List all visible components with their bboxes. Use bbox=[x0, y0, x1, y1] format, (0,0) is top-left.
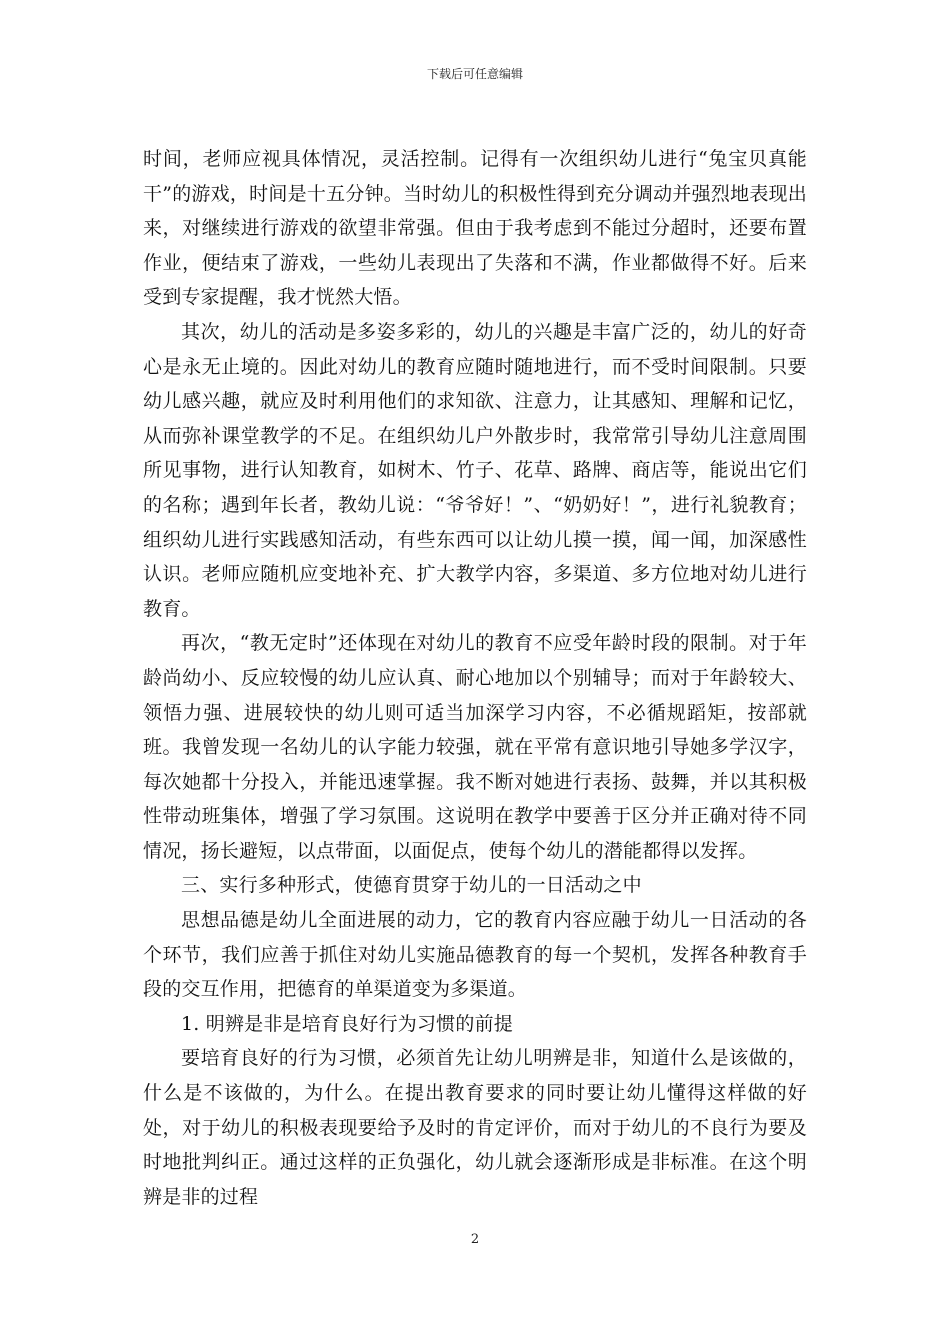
subsection-heading-1: 1. 明辨是非是培育良好行为习惯的前提 bbox=[181, 1012, 513, 1035]
paragraph-2: 其次，幼儿的活动是多姿多彩的，幼儿的兴趣是丰富广泛的，幼儿的好奇心是永无止境的。因此对幼儿的教育应随时随地进行，而不受时间限制。只要幼儿感兴趣，就应及时利用他们的求知欲、注意力，让其感知、理解和记忆，从而弥补课堂教学的不足。在组织幼儿户外散步时，我常常引导幼儿注意周围所见事物，进行认知教育，如树木、竹子、花草、路牌、商店等，能说出它们的名称；遇到年长者，教幼儿说：“爷爷好！”、“奶奶好！”，进行礼貌教育；组织幼儿进行实践感知活动，有些东西可以让幼儿摸一摸，闻一闻，加深感性认识。老师应随机应变地补充、扩大教学内容，多渠道、多方位地对幼儿进行教育。 bbox=[143, 320, 807, 620]
paragraph-4: 思想品德是幼儿全面进展的动力，它的教育内容应融于幼儿一日活动的各个环节，我们应善于抓住对幼儿实施品德教育的每一个契机，发挥各种教育手段的交互作用，把德育的单渠道变为多渠道。 bbox=[143, 909, 807, 1001]
document-body bbox=[143, 142, 807, 1214]
section-heading-3: 三、实行多种形式，使德育贯穿于幼儿的一日活动之中 bbox=[181, 874, 642, 897]
paragraph-3: 再次，“教无定时”还体现在对幼儿的教育不应受年龄时段的限制。对于年龄尚幼小、反应较慢的幼儿应认真、耐心地加以个别辅导；而对于年龄较大、领悟力强、进展较快的幼儿则可适当加深学习内容，不必循规蹈矩，按部就班。我曾发现一名幼儿的认字能力较强，就在平常有意识地引导她多学汉字，每次她都十分投入，并能迅速掌握。我不断对她进行表扬、鼓舞，并以其积极性带动班集体，增强了学习氛围。这说明在教学中要善于区分并正确对待不同情况，扬长避短，以点带面，以面促点，使每个幼儿的潜能都得以发挥。 bbox=[143, 632, 807, 862]
page-number: 2 bbox=[470, 1232, 480, 1247]
page-header: 下载后可任意编辑 bbox=[426, 67, 523, 81]
paragraph-5: 要培育良好的行为习惯，必须首先让幼儿明辨是非，知道什么是该做的，什么是不该做的，为什么。在提出教育要求的同时要让幼儿懂得这样做的好处，对于幼儿的积极表现要给予及时的肯定评价，而对于幼儿的不良行为要及时地批判纠正。通过这样的正负强化，幼儿就会逐渐形成是非标准。在这个明辨是非的过程 bbox=[143, 1047, 807, 1208]
paragraph-1: 时间，老师应视具体情况，灵活控制。记得有一次组织幼儿进行“兔宝贝真能干”的游戏，时间是十五分钟。当时幼儿的积极性得到充分调动并强烈地表现出来，对继续进行游戏的欲望非常强。但由于我考虑到不能过分超时，还要布置作业，便结束了游戏，一些幼儿表现出了失落和不满，作业都做得不好。后来受到专家提醒，我才恍然大悟。 bbox=[143, 148, 807, 309]
